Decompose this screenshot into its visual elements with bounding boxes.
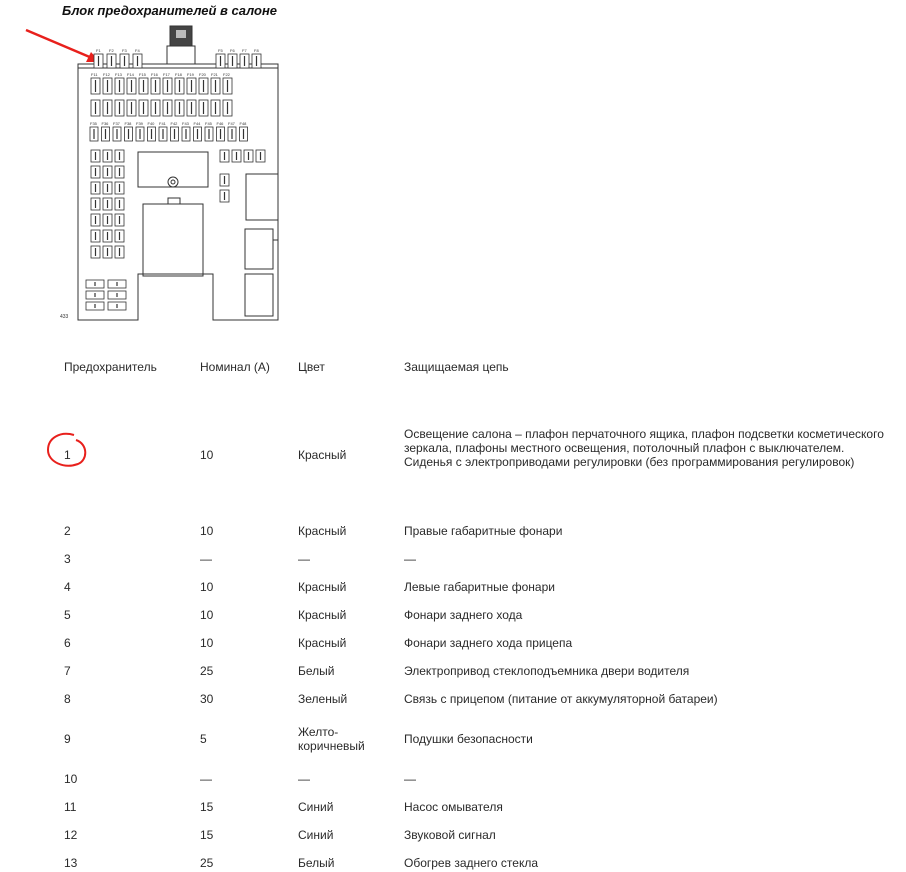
fuse-label-row2: F17	[163, 72, 170, 77]
cell-circuit: Подушки безопасности	[404, 732, 533, 746]
diagram-code: 433	[60, 314, 69, 320]
cell-color: Синий	[298, 800, 334, 814]
cell-circuit: Связь с прицепом (питание от аккумуляторной батареи)	[404, 692, 718, 706]
fuse-label-row4: F48	[239, 121, 247, 126]
cell-circuit: —	[404, 552, 416, 566]
fuse-label-row2: F21	[211, 72, 218, 77]
red-arrow-line	[26, 30, 92, 58]
header-rating: Номинал (А)	[200, 360, 270, 374]
cell-rating: 10	[200, 608, 214, 622]
cell-color: Зеленый	[298, 692, 348, 706]
cell-rating: 30	[200, 692, 214, 706]
fuse-label-row4: F45	[205, 121, 212, 126]
cell-rating: 15	[200, 828, 214, 842]
cell-circuit: Фонари заднего хода прицепа	[404, 636, 573, 650]
fuse-label-row2: F19	[187, 72, 194, 77]
cell-circuit: Звуковой сигнал	[404, 828, 496, 842]
fuse-label-top: F5	[218, 48, 223, 53]
cell-rating: 10	[200, 636, 214, 650]
cell-fuse-number: 13	[64, 856, 78, 870]
cell-color: Белый	[298, 664, 335, 678]
cell-color: Красный	[298, 448, 347, 462]
cell-fuse-number: 8	[64, 692, 71, 706]
cell-fuse-number: 2	[64, 524, 71, 538]
cell-circuit: Освещение салона – плафон перчаточного ящика, плафон подсветки косметического зеркала, плафоны местного освещения, потолочный плафон с выключателем. Сиденья с электроприводами регулировки (без программирования регулировок)	[404, 427, 884, 469]
cell-fuse-number: 4	[64, 580, 71, 594]
cell-rating: 5	[200, 732, 207, 746]
cell-circuit: —	[404, 772, 416, 786]
cell-circuit: Левые габаритные фонари	[404, 580, 555, 594]
fuse-label-row4: F44	[193, 121, 201, 126]
cell-fuse-number: 7	[64, 664, 71, 678]
cell-rating: 25	[200, 856, 214, 870]
cell-fuse-number: 9	[64, 732, 71, 746]
cell-fuse-number: 5	[64, 608, 71, 622]
fuse-label-row2: F13	[115, 72, 122, 77]
cell-circuit: Правые габаритные фонари	[404, 524, 563, 538]
cell-fuse-number: 3	[64, 552, 71, 566]
cell-color: Красный	[298, 580, 347, 594]
fuse-label-top: F2	[109, 48, 114, 53]
cell-rating: 10	[200, 580, 214, 594]
fuse-label-row2: F16	[151, 72, 158, 77]
fuse-label-row2: F15	[139, 72, 146, 77]
header-color: Цвет	[298, 360, 325, 374]
fuse-label-row4: F42	[170, 121, 178, 126]
fuse-label-top: F3	[122, 48, 127, 53]
fuse-grid	[86, 48, 265, 310]
fuse-label-row4: F37	[113, 121, 120, 126]
cell-fuse-number: 11	[64, 800, 77, 814]
fuse-label-top: F1	[96, 48, 101, 53]
fuse-label-row4: F41	[159, 121, 166, 126]
cell-fuse-number: 10	[64, 772, 78, 786]
fuse-label-row4: F36	[101, 121, 109, 126]
fuse-label-top: F7	[242, 48, 247, 53]
cell-color: Красный	[298, 608, 347, 622]
cell-circuit: Обогрев заднего стекла	[404, 856, 539, 870]
fuse-label-row2: F12	[103, 72, 110, 77]
cell-fuse-number: 6	[64, 636, 71, 650]
fuse-label-row2: F18	[175, 72, 182, 77]
cell-fuse-number: 12	[64, 828, 78, 842]
fuse-label-row2: F20	[199, 72, 206, 77]
cell-fuse-number: 1	[64, 448, 71, 462]
page-title: Блок предохранителей в салоне	[62, 3, 278, 18]
fuse-label-row4: F43	[182, 121, 189, 126]
cell-rating: 10	[200, 448, 214, 462]
cell-rating: —	[200, 772, 212, 786]
header-circuit: Защищаемая цепь	[404, 360, 509, 374]
cell-circuit: Электропривод стеклоподъемника двери водителя	[404, 664, 690, 678]
cell-color: Белый	[298, 856, 335, 870]
cell-rating: 10	[200, 524, 214, 538]
cell-circuit: Фонари заднего хода	[404, 608, 523, 622]
fuse-label-row4: F35	[90, 121, 97, 126]
cell-color: —	[298, 772, 310, 786]
fuse-box-diagram	[20, 22, 290, 324]
header-fuse: Предохранитель	[64, 360, 157, 374]
cell-rating: 25	[200, 664, 214, 678]
cell-color: Красный	[298, 524, 347, 538]
fuse-label-row2: F14	[127, 72, 134, 77]
fuse-label-row4: F47	[228, 121, 235, 126]
fuse-label-row2: F22	[223, 72, 230, 77]
cell-color: —	[298, 552, 310, 566]
fuse-label-row4: F39	[136, 121, 143, 126]
cell-color: Красный	[298, 636, 347, 650]
fuse-label-row4: F40	[147, 121, 155, 126]
cell-color: Синий	[298, 828, 334, 842]
cell-color: Желто-коричневый	[298, 725, 365, 753]
cell-rating: —	[200, 552, 212, 566]
fuse-label-top: F6	[230, 48, 235, 53]
fuse-label-top: F8	[254, 48, 259, 53]
fuse-label-row4: F46	[216, 121, 224, 126]
cell-rating: 15	[200, 800, 214, 814]
fuse-label-top: F4	[135, 48, 140, 53]
fuse-label-row2: F11	[91, 72, 98, 77]
cell-circuit: Насос омывателя	[404, 800, 503, 814]
fuse-label-row4: F38	[124, 121, 132, 126]
